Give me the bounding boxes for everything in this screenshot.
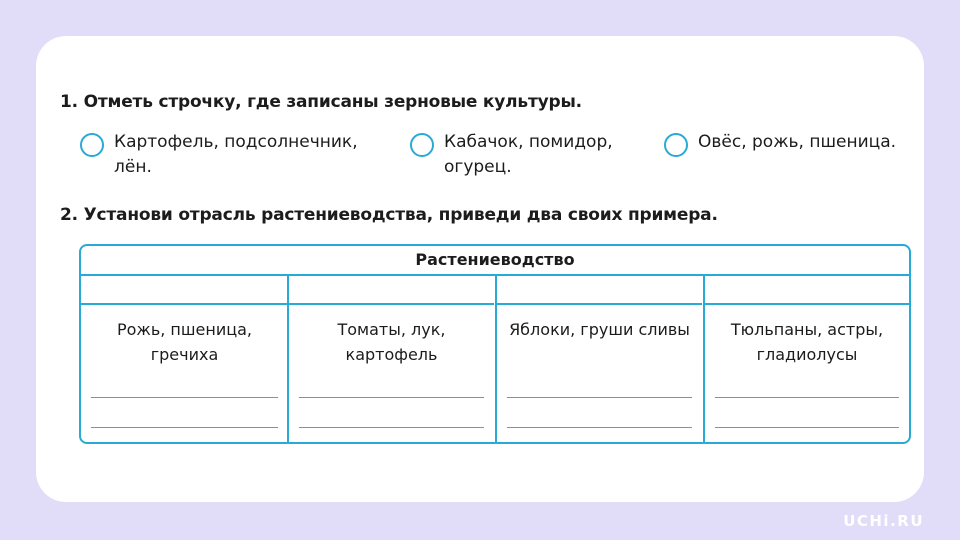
table-column-2 bbox=[287, 276, 494, 442]
uchi-logo: UCHi.RU bbox=[843, 512, 924, 530]
branch-answer-cell-2[interactable] bbox=[289, 276, 494, 305]
column-3-examples: Яблоки, груши сливы bbox=[509, 320, 690, 339]
answer-line-2b[interactable] bbox=[299, 427, 484, 428]
answer-line-1b[interactable] bbox=[91, 427, 278, 428]
question-1-title: 1. Отметь строчку, где записаны зерновые культуры. bbox=[60, 92, 582, 112]
question-2-title: 2. Установи отрасль растениеводства, приведи два своих примера. bbox=[60, 205, 718, 225]
plant-growing-table bbox=[79, 244, 911, 444]
answer-line-2a[interactable] bbox=[299, 397, 484, 398]
option-1[interactable] bbox=[80, 130, 379, 180]
table-header: Растениеводство bbox=[81, 246, 909, 276]
answer-line-4a[interactable] bbox=[715, 397, 899, 398]
table-column-1 bbox=[81, 276, 288, 442]
radio-button-1[interactable] bbox=[80, 133, 104, 157]
column-2-examples: Томаты, лук, картофель bbox=[337, 320, 446, 364]
answer-line-1a[interactable] bbox=[91, 397, 278, 398]
branch-answer-cell-1[interactable] bbox=[81, 276, 288, 305]
table-column-3 bbox=[495, 276, 702, 442]
radio-button-3[interactable] bbox=[664, 133, 688, 157]
option-2-label: Кабачок, помидор, огурец. bbox=[444, 132, 613, 177]
option-3-label: Овёс, рожь, пшеница. bbox=[698, 132, 897, 152]
table-column-4 bbox=[703, 276, 909, 442]
answer-line-4b[interactable] bbox=[715, 427, 899, 428]
answer-line-3b[interactable] bbox=[507, 427, 692, 428]
branch-answer-cell-4[interactable] bbox=[705, 276, 909, 305]
column-1-examples: Рожь, пшеница, гречиха bbox=[116, 320, 253, 364]
branch-answer-cell-3[interactable] bbox=[497, 276, 702, 305]
option-1-label: Картофель, подсолнечник, лён. bbox=[114, 132, 358, 177]
answer-line-3a[interactable] bbox=[507, 397, 692, 398]
radio-button-2[interactable] bbox=[410, 133, 434, 157]
column-4-examples: Тюльпаны, астры, гладиолусы bbox=[730, 320, 884, 364]
option-2[interactable] bbox=[410, 130, 644, 180]
option-3[interactable] bbox=[664, 130, 938, 157]
